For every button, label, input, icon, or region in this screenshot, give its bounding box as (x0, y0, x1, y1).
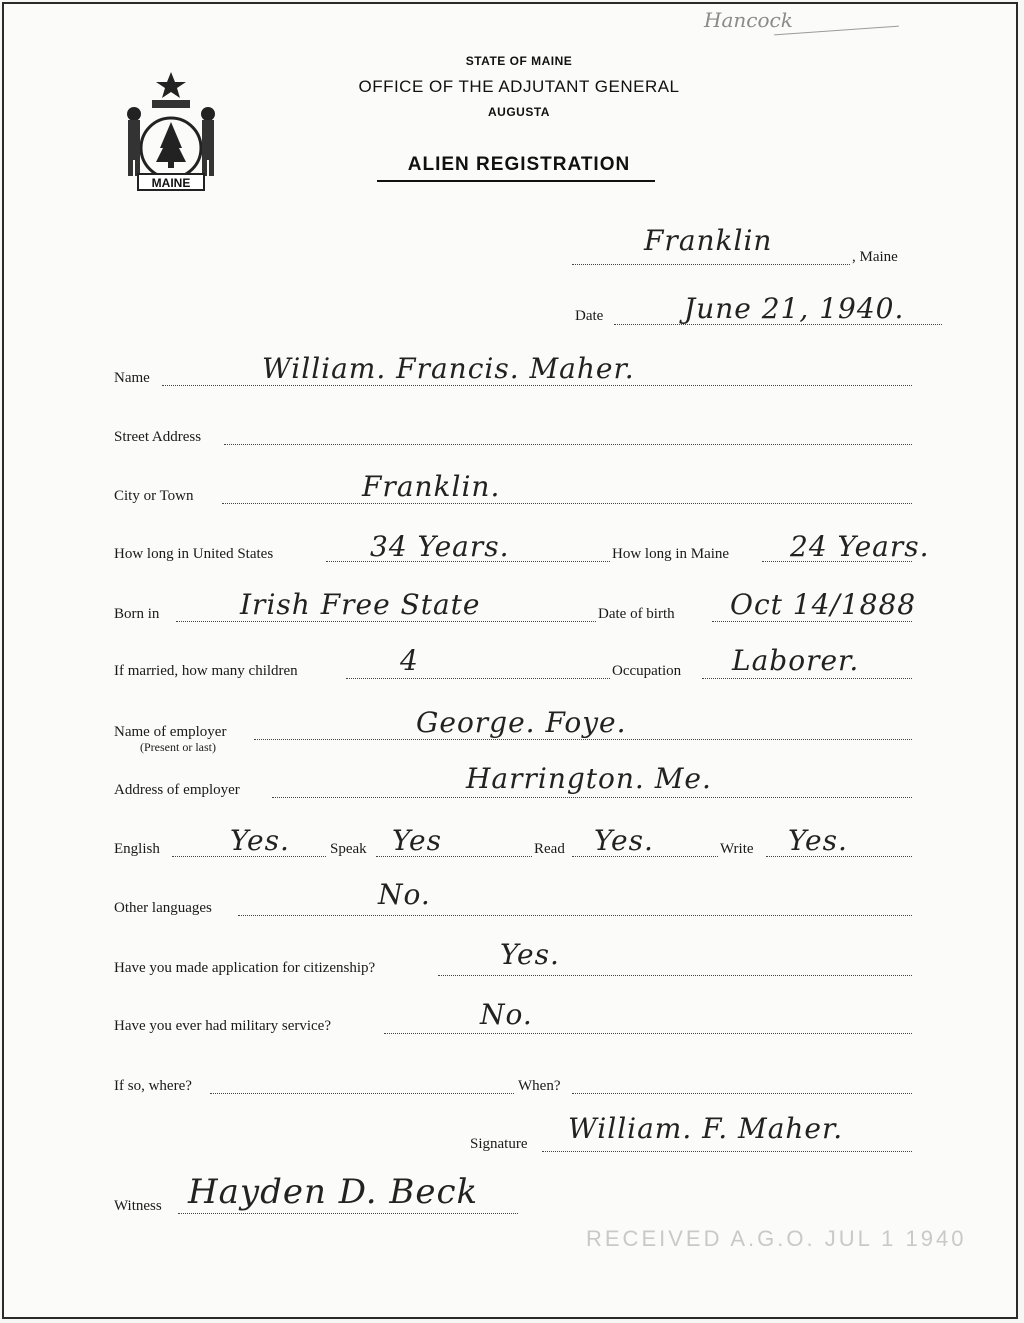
dob-value[interactable]: Oct 14/1888 (730, 588, 917, 621)
employer-line (254, 739, 912, 740)
speak-label: Speak (330, 841, 367, 857)
occupation-label: Occupation (612, 663, 682, 679)
title-underline (377, 180, 655, 182)
born-line (176, 621, 596, 622)
when-label: When? (518, 1078, 561, 1094)
page-title: ALIEN REGISTRATION (407, 154, 631, 175)
street-label: Street Address (114, 429, 202, 445)
english-value[interactable]: Yes. (230, 824, 290, 857)
employer-address-label: Address of employer (114, 782, 240, 798)
us-years-value[interactable]: 34 Years. (370, 530, 510, 563)
write-label: Write (720, 841, 754, 857)
employer-address-line (272, 797, 912, 798)
state-heading: STATE OF MAINE (465, 54, 573, 68)
location-suffix: , Maine (852, 249, 898, 265)
born-label: Born in (114, 606, 160, 622)
corner-note: Hancock (704, 8, 793, 32)
maine-years-label: How long in Maine (612, 546, 730, 562)
form-page (2, 2, 1018, 1319)
maine-years-value[interactable]: 24 Years. (790, 530, 930, 563)
location-value[interactable]: Franklin (644, 224, 773, 257)
speak-value[interactable]: Yes (392, 824, 442, 857)
other-languages-label: Other languages (114, 900, 212, 916)
citizenship-value[interactable]: Yes. (500, 938, 560, 971)
born-value[interactable]: Irish Free State (240, 588, 481, 621)
where-line (210, 1093, 514, 1094)
city-heading: AUGUSTA (488, 105, 550, 119)
dob-label: Date of birth (598, 606, 675, 622)
employer-address-value[interactable]: Harrington. Me. (466, 762, 712, 795)
military-line (384, 1033, 912, 1034)
read-value[interactable]: Yes. (594, 824, 654, 857)
date-value[interactable]: June 21, 1940. (684, 292, 905, 325)
witness-line (178, 1213, 518, 1214)
children-label: If married, how many children (114, 663, 298, 679)
signature-label: Signature (470, 1136, 528, 1152)
employer-label: Name of employer (114, 724, 227, 740)
name-line (162, 385, 912, 386)
us-years-label: How long in United States (114, 546, 274, 562)
where-label: If so, where? (114, 1078, 192, 1094)
location-line (572, 264, 850, 265)
maine-state-seal-icon (116, 68, 226, 196)
dob-line (712, 621, 912, 622)
employer-value[interactable]: George. Foye. (416, 706, 627, 739)
office-heading: OFFICE OF THE ADJUTANT GENERAL (358, 77, 680, 96)
date-label: Date (575, 308, 604, 324)
military-value[interactable]: No. (480, 998, 533, 1031)
citizenship-line (438, 975, 912, 976)
other-languages-value[interactable]: No. (378, 878, 431, 911)
military-label: Have you ever had military service? (114, 1018, 331, 1034)
seal-banner: MAINE (151, 176, 191, 190)
write-value[interactable]: Yes. (788, 824, 848, 857)
english-label: English (114, 841, 160, 857)
signature-line (542, 1151, 912, 1152)
witness-label: Witness (114, 1198, 162, 1214)
city-value[interactable]: Franklin. (362, 470, 501, 503)
other-languages-line (238, 915, 912, 916)
occupation-value[interactable]: Laborer. (732, 644, 860, 677)
when-line (572, 1093, 912, 1094)
city-line (222, 503, 912, 504)
citizenship-label: Have you made application for citizenship? (114, 960, 376, 976)
name-value[interactable]: William. Francis. Maher. (262, 352, 635, 385)
witness-value[interactable]: Hayden D. Beck (188, 1172, 479, 1212)
name-label: Name (114, 370, 150, 386)
employer-sublabel: (Present or last) (140, 740, 216, 754)
street-line (224, 444, 912, 445)
children-line (346, 678, 610, 679)
received-stamp: RECEIVED A.G.O. JUL 1 1940 (586, 1226, 967, 1251)
read-label: Read (534, 841, 565, 857)
children-value[interactable]: 4 (400, 644, 419, 677)
city-label: City or Town (114, 488, 194, 504)
occupation-line (702, 678, 912, 679)
signature-value[interactable]: William. F. Maher. (568, 1112, 844, 1145)
